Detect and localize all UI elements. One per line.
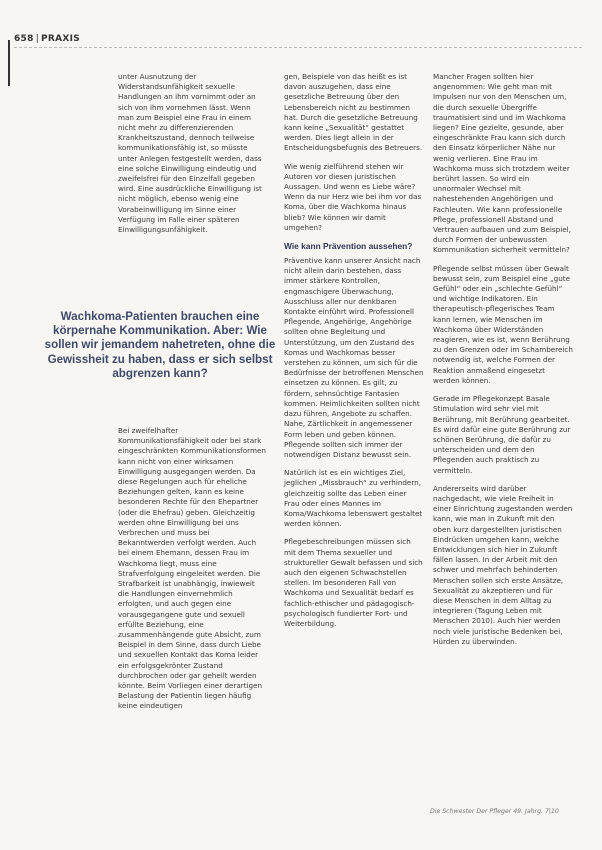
header-separator: | bbox=[35, 34, 40, 44]
paragraph: Pflegende selbst müssen über Gewalt bewusst sein, zum Beispiel eine „gute Gefühl“ oder ein „schlechte Gefühl“ und wichtige Indikatoren. Ein therapeutisch-pflegerisches Team kann lernen, wie Menschen im Wachkoma über Widerständen reagieren, wie es ist, wenn Berührung zu den Grenzen oder im Schambereich notwendig ist, welche Formen der Reaktion anmaßend eingesetzt werden können. bbox=[433, 263, 573, 385]
column-3 bbox=[433, 72, 573, 647]
paragraph-gap bbox=[433, 476, 573, 484]
paragraph: Pflegebeschreibungen müssen sich mit dem Thema sexueller und struktureller Gewalt befassen und sich auch den eigenen Schwachstellen stellen. Im besonderen Fall von Wachkoma und Sexualität bedarf es fachlich-ethischer und pädagogisch-psychologisch fundierter Fort- und Weiterbildung. bbox=[284, 537, 423, 628]
pull-quote: Wachkoma-Patienten brauchen eine körpernahe Kommunikation. Aber: Wie sollen wir jemandem nahetreten, ohne die Gewissheit zu haben, dass er sich selbst abgrenzen kann? bbox=[44, 310, 276, 380]
paragraph: Gerade im Pflegekonzept Basale Stimulation wird sehr viel mit Berührung, mit Berührung gearbeitet. Es wird dafür eine gute Berührung zur schönen Berührung, die dafür zu unterscheiden und dem den Pflegenden auch praktisch zu vermitteln. bbox=[433, 394, 571, 475]
paragraph: Präventive kann unserer Ansicht nach nicht allein darin bestehen, dass immer stärkere Kontrollen, engmaschigere Überwachung, Ausschluss aller nur denkbaren Kontakte einführt wird. Professionell Pflegende, Angehörige, Angehörige sollten ohne Begleitung und Unterstützung, um den Zustand des Komas und Wachkomas besser verstehen zu können, um sich für die Bedürfnisse der betroffenen Menschen einsetzen zu können. Es gilt, zu fördern, sehnsüchtige Fantasien kommen. Heimlichkeiten sollten nicht dazu führen, Angebote zu schaffen. Nahe, Zärtlichkeit in angemessener Form leben und geben können. Pflegende sollten sich immer der notwendigen Distanz bewusst sein. bbox=[284, 256, 424, 459]
paragraph-gap bbox=[284, 154, 424, 162]
paragraph: gen, Beispiele von das heißt es ist davon auszugehen, dass eine gesetzliche Betreuung über den Lebensbereich nicht zu bestimmen hat. Durch die gesetzliche Betreuung kann keine „Sexualität“ gestattet werden. Dies liegt allein in der Entscheidungsbefugnis des Betreuers. bbox=[284, 72, 423, 153]
paragraph-gap bbox=[433, 386, 573, 394]
page-header bbox=[14, 34, 80, 44]
page-number: 658 bbox=[14, 34, 34, 44]
header-rule bbox=[14, 47, 582, 48]
column-2 bbox=[284, 72, 424, 629]
paragraph: Bei zweifelhafter Kommunikationsfähigkeit oder bei stark eingeschränkten Kommunikationsformen kann nicht von einer wirksamen Einwilligung ausgegangen werden. Da diese Regelungen auch für eheliche Beziehungen gelten, kann es keine besonderen Rechte für den Ehepartner (oder die Ehefrau) geben. Gleichzeitig werden ohne Einwilligung bei uns Verbrechen und muss bei Bekanntwerden verfolgt werden. Auch bei einem Ehemann, dessen Frau im Wachkoma liegt, muss eine Strafverfolgung eingeleitet werden. Die Strafbarkeit ist unabhängig, inwieweit die Handlungen einvernehmlich erfolgten, und auch gegen eine vorausgegangene gute und sexuell erfüllte Beziehung, eine zusammenhängende gute Absicht, zum Beispiel in dem Sinne, dass durch Liebe und sexuellen Kontakt das Koma leider ein erfolgsgekrönter Zustand durchbrochen oder gar geheilt werden könnte. Beim Vorliegen einer derartigen Belastung der Patientin liegen häufig keine eindeutigen bbox=[118, 426, 266, 711]
paragraph: Andererseits wird darüber nachgedacht, wie viele Freiheit in einer Einrichtung zugestanden werden kann, wie man in Zukunft mit den oben kurz dargestellten juristischen Eindrücken umgehen kann, welche Entwicklungen sich hier in Zukunft fällen lassen. In der Arbeit mit den schwer und mehrfach behinderten Menschen sollen sich erste Ansätze, Sexualität zu akzeptieren und für diese Menschen in dem Alltag zu integrieren (Tagung Leben mit Menschen 2010). Auch hier werden noch viele juristische Bedenken bei, Hürden zu überwinden. bbox=[433, 483, 573, 646]
column-1-bottom bbox=[118, 426, 266, 712]
section-subheading: Wie kann Prävention aussehen? bbox=[284, 241, 413, 252]
paragraph-gap bbox=[284, 529, 424, 537]
paragraph-gap bbox=[284, 460, 424, 468]
page-footer: Die Schwester Der Pfleger 49. Jahrg. 7|10 bbox=[430, 808, 559, 815]
section-label: PRAXIS bbox=[41, 34, 81, 44]
paragraph: Mancher Fragen sollten hier angenommen: Wie geht man mit Impulsen nur von den Menschen um, die durch sexuelle Übergriffe traumatisiert sind und im Wachkoma liegen? Eine gezielte, gesunde, aber eingeschränkte Frau kann sich durch den Einsatz körperlicher Nähe nur wenig verlieren. Eine Frau im Wachkoma muss sich trotzdem weiter berührt lassen. So wird ein unnormaler Wechsel mit nahestehenden Angehörigen und Fachleuten. Wie kann professionelle Pflege, professionell Abstand und Vertrauen aufbauen und zum Beispiel, durch Formen der unbewussten Kommunikation sicherheit vermitteln? bbox=[433, 72, 571, 255]
page-edge-mark bbox=[8, 40, 13, 86]
paragraph: Wie wenig zielführend stehen wir Autoren vor diesen juristischen Aussagen. Und wenn es Liebe wäre? Wenn da nur Herz wie bei ihm vor das Koma, über die Wachkoma hinaus blieb? Wie können wir damit umgehen? bbox=[284, 161, 422, 232]
paragraph-gap bbox=[433, 256, 573, 264]
column-1-top bbox=[118, 72, 266, 235]
paragraph: unter Ausnutzung der Widerstandsunfähigkeit sexuelle Handlungen an ihm vornimmt oder an sich von ihm vornehmen lässt. Wenn man zum Beispiel eine Frau in einem nicht mehr zu differenzierenden Krankheitszustand, dennoch teilweise kommunikationsfähig ist, so müsste unter Anlegen festgestellt werden, dass eine solche Einwilligung eindeutig und zweifelsfrei für den Einzelfall gegeben wird. Eine ausdrückliche Einwilligung ist nicht möglich, ebenso wenig eine Vorabeinwilligung im Sinne einer Verfügung im Falle einer späteren Einwilligungsunfähigkeit. bbox=[118, 72, 262, 235]
paragraph: Natürlich ist es ein wichtiges Ziel, jeglichen „Missbrauch“ zu verhindern, gleichzeitig sollte das Leben einer Frau oder eines Mannes im Koma/Wachkoma lebenswert gestaltet werden können. bbox=[284, 468, 423, 529]
